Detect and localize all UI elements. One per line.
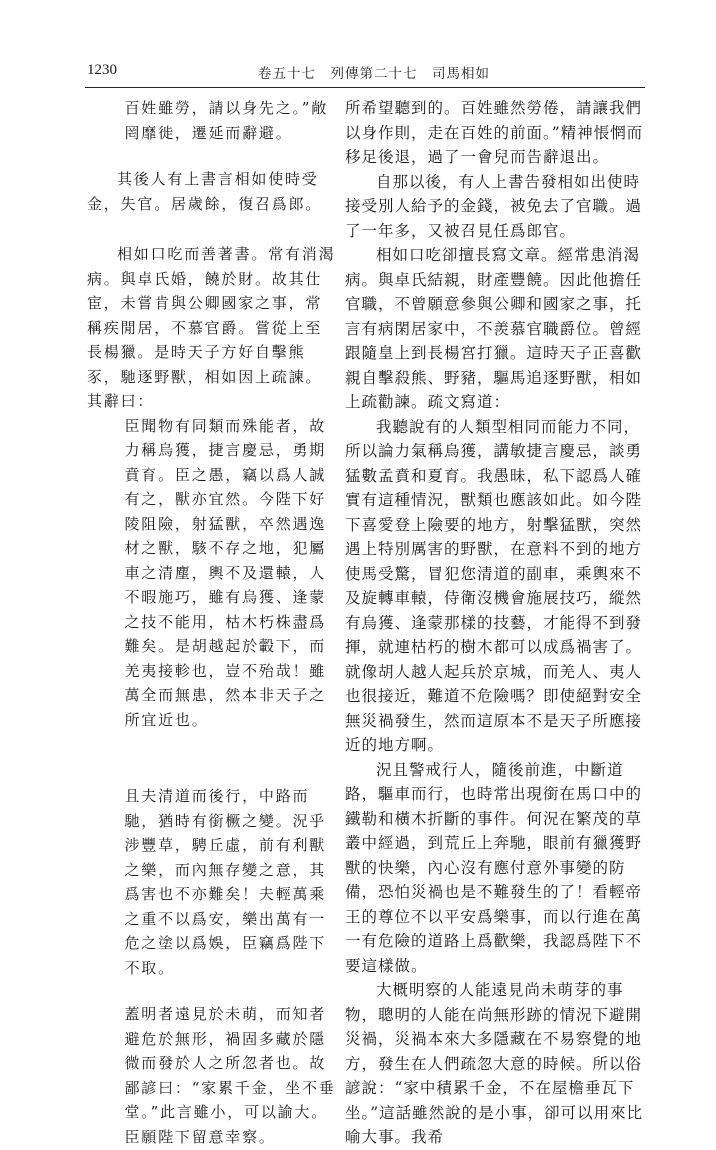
translation-paragraph: 我聽說有的人類型相同而能力不同，所以論力氣稱烏獲，講敏捷言慶忌，談勇猛數孟賁和夏育。我愚昧，私下認爲人確實有這種情況，獸類也應該如此。如今陛下喜愛登上險要的地方，射擊猛獸，突然遇上特別厲害的野獸，在意料不到的地方使馬受驚，冒犯您清道的副車，乘輿來不及旋轉車轅，侍衛沒機會施展技巧，縱然有烏獲、逢蒙那樣的技藝，才能得不到發揮，就連枯朽的樹木都可以成爲禍害了。就像胡人越人起兵於京城，而羌人、夷人也很接近，難道不危險嗎？即使絕對安全無災禍發生，然而這原本不是天子所應接近的地方啊。 <box>345 417 643 754</box>
translation-paragraph: 況且警戒行人，隨後前進，中斷道路，驅車而行，也時常出現銜在馬口中的鐵勒和橫木折斷的事件。何況在繁茂的草叢中經過，到荒丘上奔馳，眼前有獵獲野獸的快樂，內心沒有應付意外事變的防備，恐怕災禍也是不難發生的了！看輕帝王的尊位不以平安爲樂事，而以行進在萬一有危險的道路上爲歡樂，我認爲陛下不要這樣做。 <box>345 760 643 975</box>
classical-paragraph: 蓋明者遠見於未萌，而知者避危於無形，禍固多藏於隱微而發於人之所忽者也。故鄙諺曰：“家累千金，坐不垂堂。”此言雖小，可以諭大。臣願陛下留意幸察。 <box>124 1005 336 1146</box>
classical-paragraph: 臣聞物有同類而殊能者，故力稱烏獲，捷言慶忌，勇期賁育。臣之愚，竊以爲人誠有之，獸亦宜然。今陛下好陵阻險，射猛獸，卒然遇逸材之獸，駭不存之地，犯屬車之清塵，輿不及還轅，人不暇施巧，雖有烏獲、逢蒙之技不能用，枯木朽株盡爲難矣。是胡越起於轂下，而羌夷接軫也，豈不殆哉！雖萬全而無患，然本非天子之所宜近也。 <box>124 416 327 729</box>
page-number: 1230 <box>87 62 117 78</box>
translation-paragraph: 大概明察的人能遠見尚未萌芽的事物，聰明的人能在尚無形跡的情況下避開災禍，災禍本來大多隱藏在不易察覺的地方，發生在人們疏忽大意的時候。所以俗諺說：“家中積累千金，不在屋檐垂瓦下坐。”這話雖然說的是小事，卻可以用來比喻大事。我希 <box>345 981 644 1146</box>
running-title: 卷五十七 列傳第二十七 司馬相如 <box>258 66 490 82</box>
classical-text-column <box>87 96 337 1149</box>
translation-paragraph: 所希望聽到的。百姓雖然勞倦，請讓我們以身作則，走在百姓的前面。”精神悵惘而移足後退，過了一會兒而告辭退出。 <box>345 99 644 166</box>
classical-paragraph: 相如口吃而善著書。常有消渴病。與卓氏婚，饒於財。故其仕宦，未嘗肯與公卿國家之事，常稱疾閒居，不慕官爵。嘗從上至長楊獵。是時天子方好自擊熊豕，馳逐野獸，相如因上疏諫。其辭曰： <box>87 245 336 410</box>
classical-paragraph: 其後人有上書言相如使時受金，失官。居歲餘，復召爲郎。 <box>87 170 323 213</box>
classical-paragraph: 百姓雖勞，請以身先之。”敞罔靡徙，遷延而辭避。 <box>124 99 329 142</box>
translation-text-column <box>345 96 647 1150</box>
running-header <box>0 62 716 84</box>
translation-paragraph: 相如口吃卻擅長寫文章。經常患消渴病。與卓氏結親，財產豐饒。因此他擔任官職，不曾願意參與公卿和國家之事，托言有病閑居家中，不羨慕官職爵位。曾經跟隨皇上到長楊宮打獵。這時天子正喜歡親自擊殺熊、野豬，驅馬追逐野獸，相如上疏勸諫。疏文寫道： <box>345 246 643 411</box>
classical-paragraph: 且夫清道而後行，中路而馳，猶時有銜橛之變。況乎涉豐草，騁丘虛，前有利獸之樂，而內無存變之意，其爲害也不亦難矣！夫輕萬乘之重不以爲安，樂出萬有一危之塗以爲娛，臣竊爲陛下不取。 <box>124 787 327 977</box>
translation-paragraph: 自那以後，有人上書告發相如出使時接受別人給予的金錢，被免去了官職。過了一年多，又被召見任爲郎官。 <box>345 172 643 240</box>
header-rule <box>85 87 645 88</box>
